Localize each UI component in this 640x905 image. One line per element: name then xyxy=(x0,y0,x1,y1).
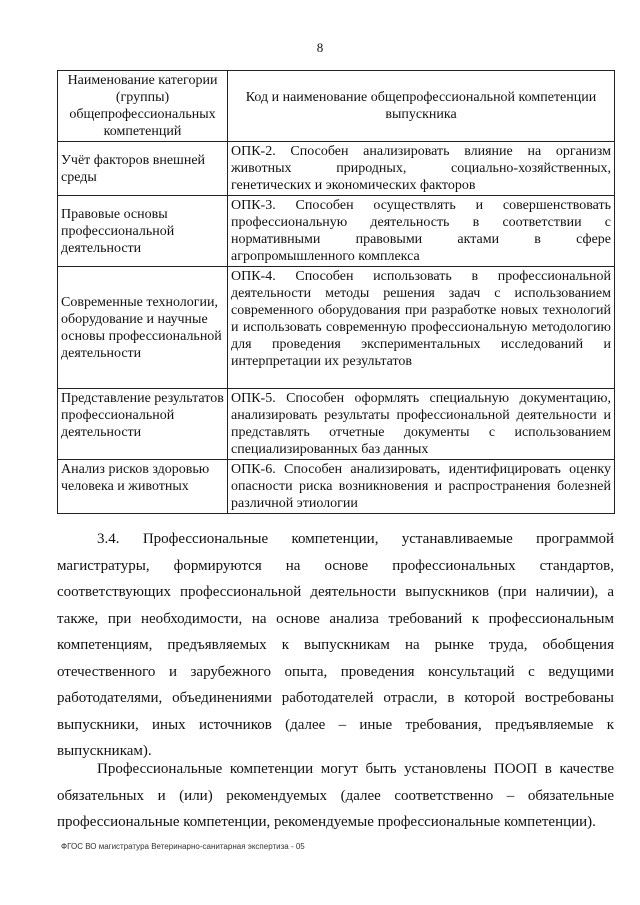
row-category: Правовые основы профессиональной деятельности xyxy=(58,196,228,267)
row-competence: ОПК-3. Способен осуществлять и совершенствовать профессиональную деятельность в соответствии с нормативными правовыми актами в сфере агропромышленного комплекса xyxy=(228,196,615,267)
table-header-row xyxy=(58,71,615,142)
row-category: Учёт факторов внешней среды xyxy=(58,142,228,196)
table-row xyxy=(58,460,615,514)
row-category: Современные технологии, оборудование и научные основы профессиональной деятельности xyxy=(58,267,228,389)
row-competence: ОПК-6. Способен анализировать, идентифицировать оценку опасности риска возникновения и распространения болезней различной этиологии xyxy=(228,460,615,514)
competence-table xyxy=(57,70,615,514)
page-footer: ФГОС ВО магистратура Ветеринарно-санитарная экспертиза - 05 xyxy=(61,842,305,851)
row-competence: ОПК-2. Способен анализировать влияние на организм животных природных, социально-хозяйственных, генетических и экономических факторов xyxy=(228,142,615,196)
table-row xyxy=(58,196,615,267)
table-row xyxy=(58,142,615,196)
row-competence: ОПК-4. Способен использовать в профессиональной деятельности методы решения задач с использованием современного оборудования при разработке новых технологий и использовать современную профессиональную методологию для проведения экспериментальных исследований и интерпретации их результатов xyxy=(228,267,615,389)
page-number: 8 xyxy=(316,40,324,55)
row-competence: ОПК-5. Способен оформлять специальную документацию, анализировать результаты профессиональной деятельности и представлять отчетные документы с использованием специализированных баз данных xyxy=(228,389,615,460)
paragraph-3-4: 3.4. Профессиональные компетенции, устанавливаемые программой магистратуры, формируются на основе профессиональных стандартов, соответствующих профессиональной деятельности выпускников (при наличии), а также, при необходимости, на основе анализа требований к профессиональным компетенциям, предъявляемых к выпускникам на рынке труда, обобщения отечественного и зарубежного опыта, проведения консультаций с ведущими работодателями, объединениями работодателей отрасли, в которой востребованы выпускники, иных источников (далее – иные требования, предъявляемые к выпускникам). xyxy=(57,531,614,759)
header-competence: Код и наименование общепрофессиональной компетенции выпускника xyxy=(228,71,615,142)
table-row xyxy=(58,389,615,460)
row-category: Анализ рисков здоровью человека и животных xyxy=(58,460,228,514)
table-row xyxy=(58,267,615,389)
row-category: Представление результатов профессиональной деятельности xyxy=(58,389,228,460)
paragraph-professional-competences: Профессиональные компетенции могут быть установлены ПООП в качестве обязательных и (или) рекомендуемых (далее соответственно – обязательные профессиональные компетенции, рекомендуемые профессиональные компетенции). xyxy=(57,761,614,830)
header-category: Наименование категории (группы) общепрофессиональных компетенций xyxy=(58,71,228,142)
